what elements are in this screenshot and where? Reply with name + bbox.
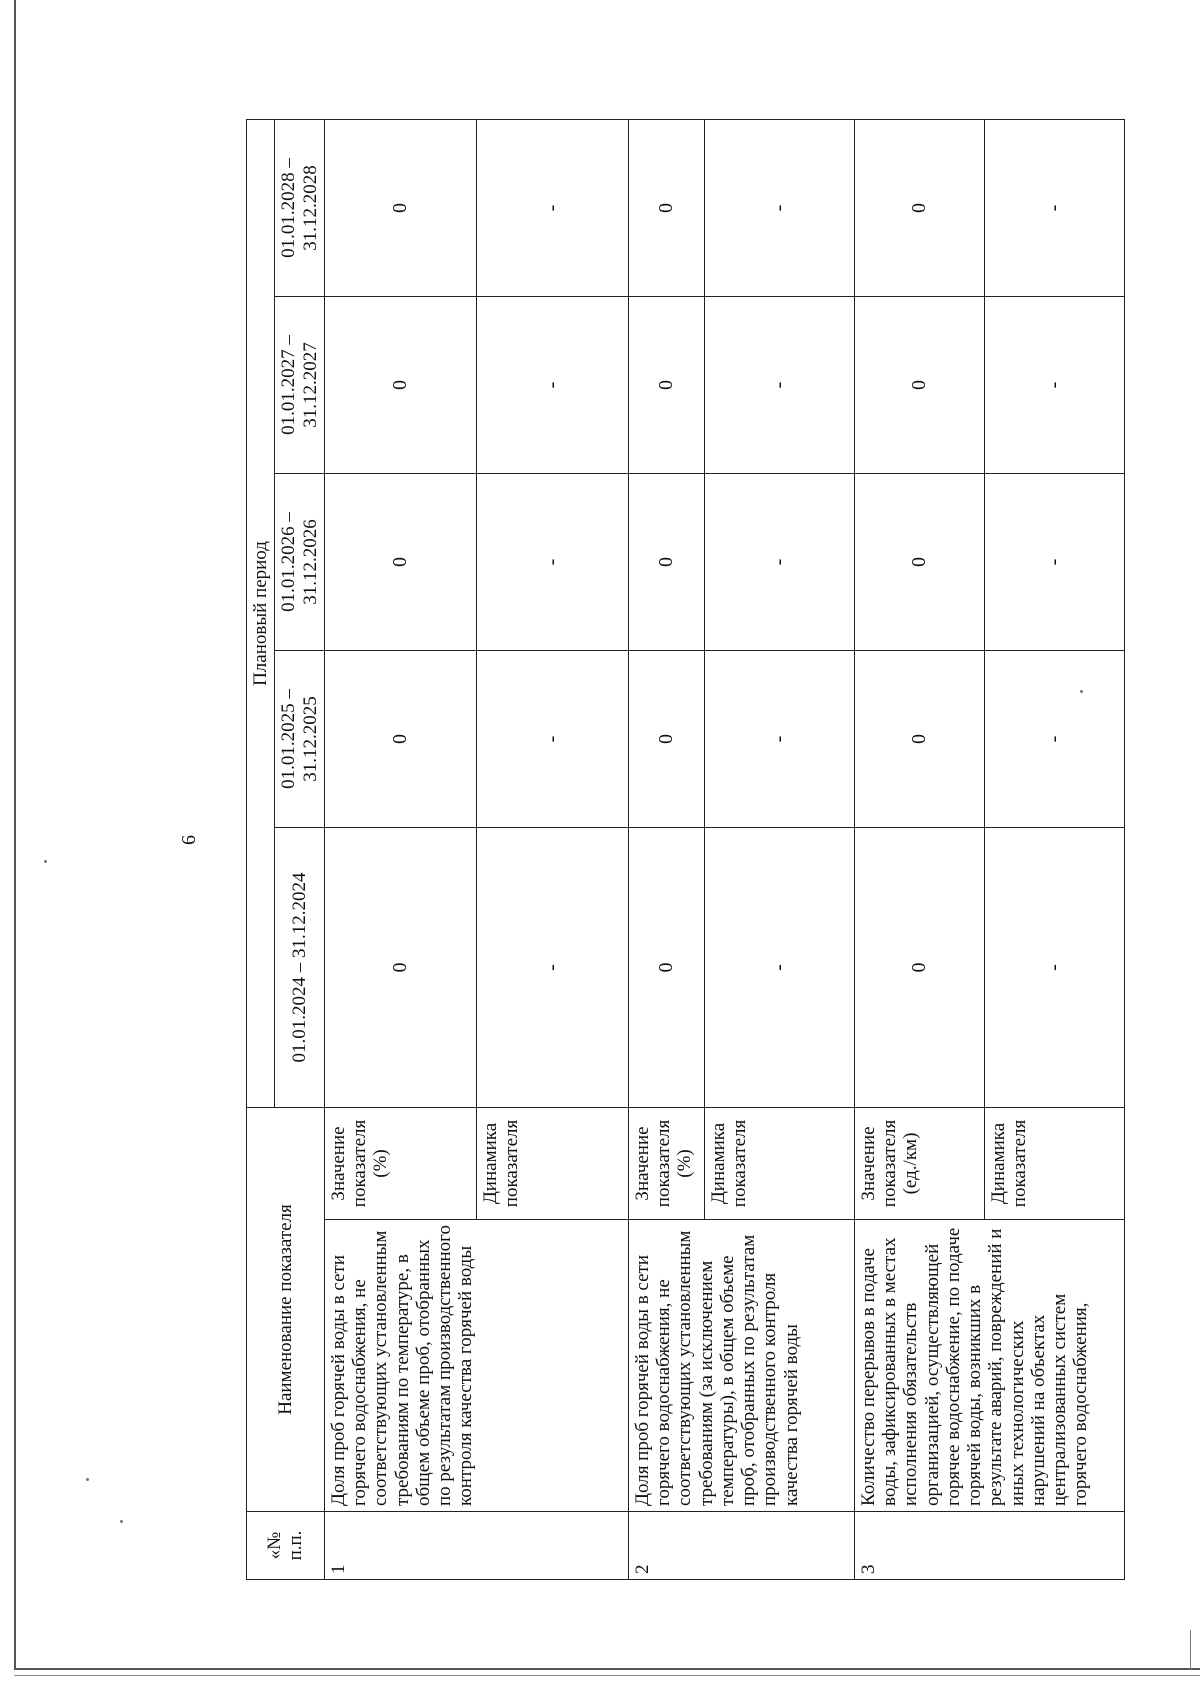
- value-cell: 0: [628, 119, 704, 296]
- value-cell: 0: [324, 827, 476, 1107]
- scan-edge-right: [1190, 1630, 1191, 1670]
- dynamics-cell: -: [476, 473, 628, 650]
- table-row: [628, 119, 704, 1579]
- dynamics-cell: -: [984, 119, 1124, 296]
- dynamics-label: Динамика показателя: [476, 1107, 628, 1219]
- row-number: 3: [854, 1512, 1124, 1580]
- value-cell: 0: [628, 650, 704, 827]
- dynamics-cell: -: [704, 473, 854, 650]
- dynamics-cell: -: [984, 827, 1124, 1107]
- value-cell: 0: [854, 473, 984, 650]
- value-cell: 0: [324, 650, 476, 827]
- header-name: Наименование показателя: [247, 1107, 325, 1511]
- page-number: 6: [178, 835, 200, 845]
- value-cell: 0: [628, 827, 704, 1107]
- indicator-name: Доля проб горячей воды в сети горячего водоснабжения, не соответствующих установленным требованиям (за исключением температуры), в общем объеме проб, отобранных по результатам производственного контроля качества горячей воды: [628, 1220, 854, 1512]
- dynamics-cell: -: [984, 473, 1124, 650]
- row-number: 1: [324, 1512, 628, 1580]
- dynamics-label: Динамика показателя: [984, 1107, 1124, 1219]
- row-number: 2: [628, 1512, 854, 1580]
- scan-edge-bottom-inner: [14, 1675, 1200, 1676]
- indicator-name: Доля проб горячей воды в сети горячего водоснабжения, не соответствующих установленным требованиям по температуре, в общем объеме проб, отобранных по результатам производственного контроля качества горячей воды: [324, 1220, 628, 1512]
- indicator-name: Количество перерывов в подаче воды, зафиксированных в местах исполнения обязательств организацией, осуществляющей горячее водоснабжение, по подаче горячей воды, возникших в результате аварий, повреждений и иных технологических нарушений на объектах централизованных систем горячего водоснабжения,: [854, 1220, 1124, 1512]
- scan-speck: [44, 860, 47, 863]
- value-cell: 0: [324, 119, 476, 296]
- value-label: Значение показателя (ед./км): [854, 1107, 984, 1219]
- rotated-page-content: [170, 120, 1190, 1580]
- value-cell: 0: [324, 473, 476, 650]
- value-cell: 0: [854, 827, 984, 1107]
- header-period-2024: 01.01.2024 – 31.12.2024: [275, 827, 325, 1107]
- header-row-1: [247, 119, 275, 1579]
- plan-indicators-table: [246, 119, 1125, 1580]
- table-row: [854, 119, 984, 1579]
- value-cell: 0: [324, 296, 476, 473]
- dynamics-cell: -: [476, 827, 628, 1107]
- dynamics-cell: -: [476, 650, 628, 827]
- dynamics-cell: -: [704, 296, 854, 473]
- scan-edge-left: [14, 0, 16, 1668]
- dynamics-cell: -: [984, 296, 1124, 473]
- header-period-2027: 01.01.2027 – 31.12.2027: [275, 296, 325, 473]
- header-period-2028: 01.01.2028 – 31.12.2028: [275, 119, 325, 296]
- value-label: Значение показателя (%): [628, 1107, 704, 1219]
- dynamics-cell: -: [704, 119, 854, 296]
- header-no: «№ п.п.: [247, 1512, 325, 1580]
- header-period-2025: 01.01.2025 – 31.12.2025: [275, 650, 325, 827]
- value-cell: 0: [854, 650, 984, 827]
- value-cell: 0: [854, 119, 984, 296]
- scan-speck: [120, 1520, 123, 1523]
- header-period-2026: 01.01.2026 – 31.12.2026: [275, 473, 325, 650]
- value-cell: 0: [628, 296, 704, 473]
- dynamics-label: Динамика показателя: [704, 1107, 854, 1219]
- scan-speck: [86, 1478, 89, 1481]
- value-label: Значение показателя (%): [324, 1107, 476, 1219]
- dynamics-cell: -: [704, 827, 854, 1107]
- dynamics-cell: -: [476, 296, 628, 473]
- value-cell: 0: [628, 473, 704, 650]
- dynamics-cell: -: [704, 650, 854, 827]
- value-cell: 0: [854, 296, 984, 473]
- dynamics-cell: -: [476, 119, 628, 296]
- scan-edge-bottom: [14, 1668, 1200, 1670]
- header-plan-period: Плановый период: [247, 119, 275, 1107]
- dynamics-cell: -: [984, 650, 1124, 827]
- table-row: [324, 119, 476, 1579]
